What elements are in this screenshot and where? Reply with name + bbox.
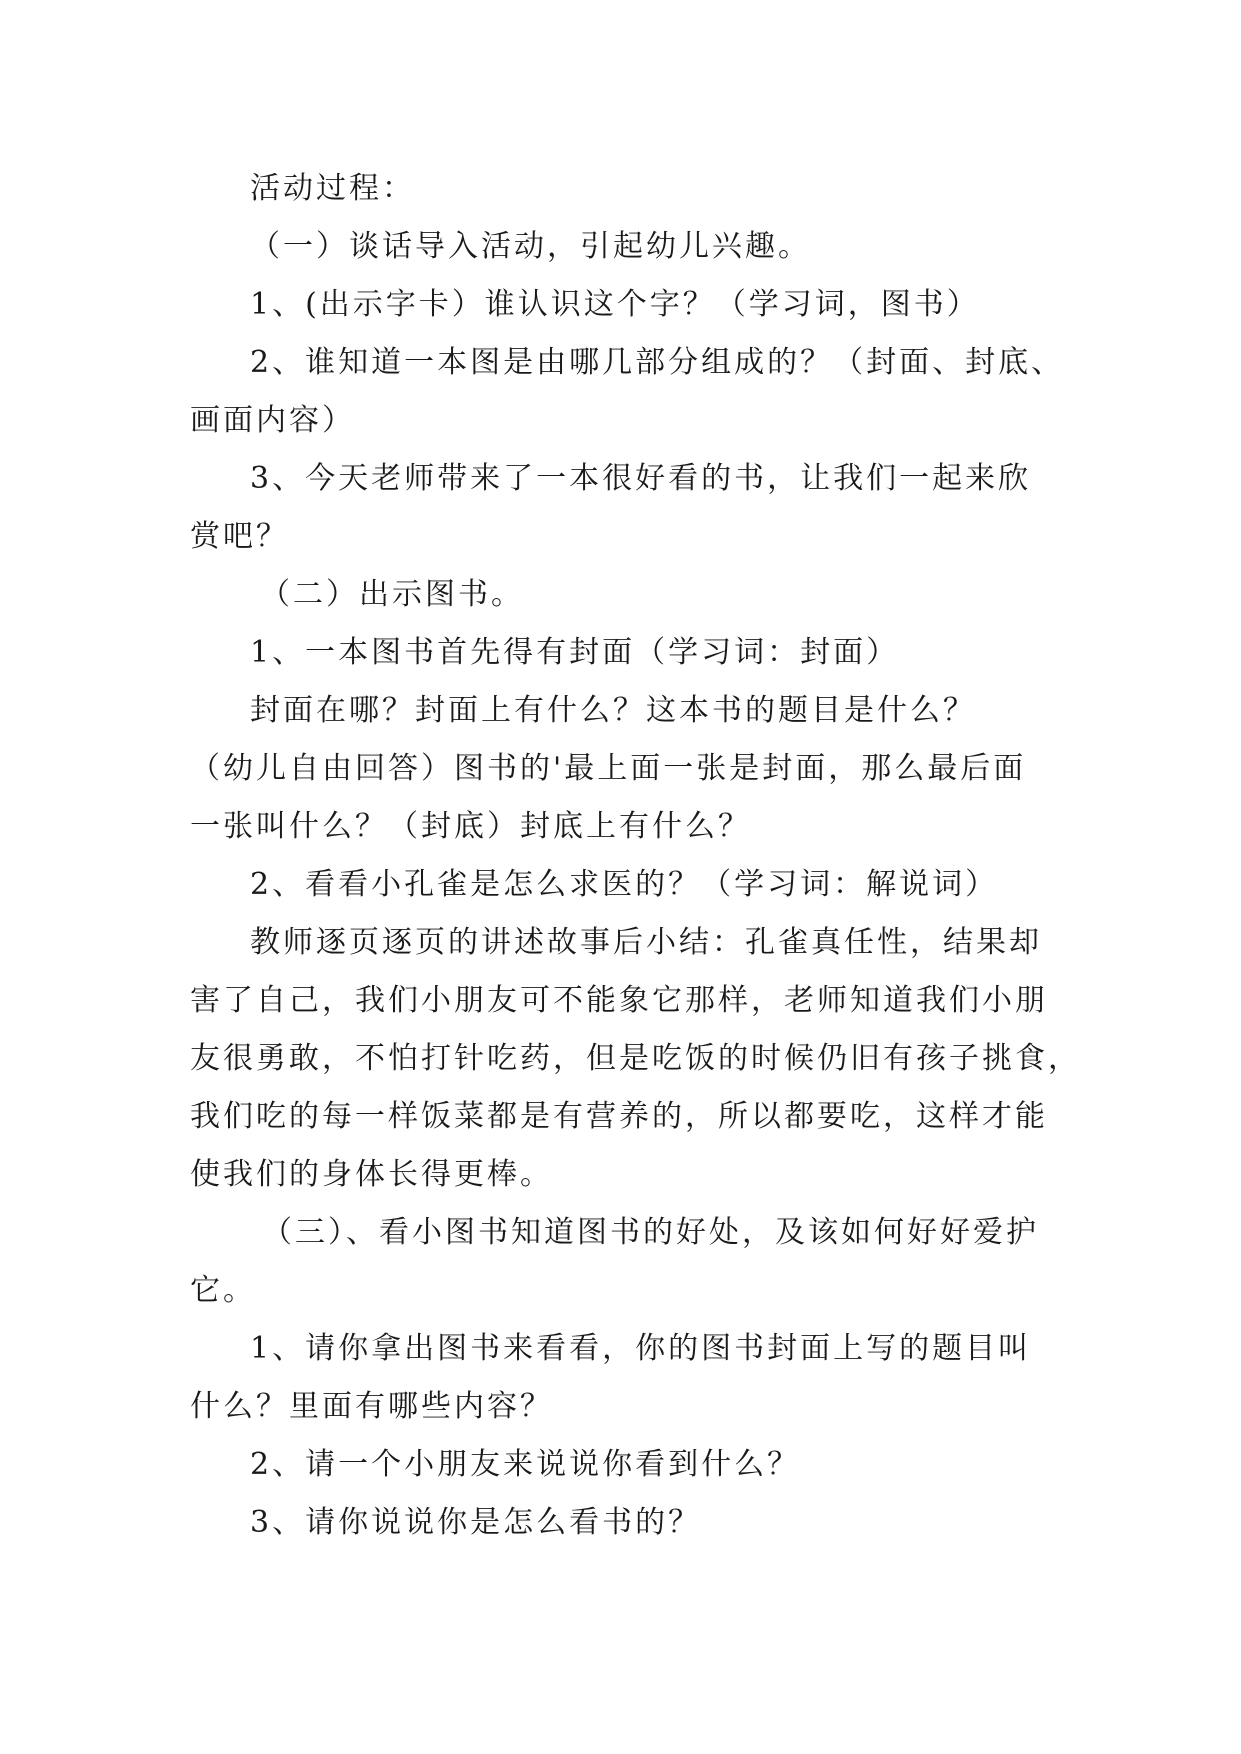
paragraph-line: 害了自己，我们小朋友可不能象它那样，老师知道我们小朋 bbox=[190, 983, 1048, 1018]
paragraph-line: 2、看看小孔雀是怎么求医的？（学习词：解说词） bbox=[250, 867, 999, 902]
paragraph-line: 2、请一个小朋友来说说你看到什么？ bbox=[250, 1447, 801, 1482]
paragraph-line: 赏吧？ bbox=[190, 519, 289, 554]
section-title-1: （一）谈话导入活动，引起幼儿兴趣。 bbox=[250, 229, 811, 264]
section-title-2: （二）出示图书。 bbox=[260, 577, 524, 612]
paragraph-line: 我们吃的每一样饭菜都是有营养的，所以都要吃，这样才能 bbox=[190, 1099, 1048, 1134]
paragraph-line: 使我们的身体长得更棒。 bbox=[190, 1157, 553, 1192]
paragraph-line: 1、一本图书首先得有封面（学习词：封面） bbox=[250, 635, 900, 670]
document-body bbox=[190, 160, 1081, 1552]
paragraph-line: 教师逐页逐页的讲述故事后小结：孔雀真任性，结果却 bbox=[250, 925, 1042, 960]
paragraph-line: 画面内容） bbox=[190, 403, 355, 438]
paragraph-line: 1、(出示字卡）谁认识这个字？（学习词，图书） bbox=[250, 287, 980, 322]
paragraph-line: 什么？里面有哪些内容？ bbox=[190, 1389, 553, 1424]
paragraph-line: 2、谁知道一本图是由哪几部分组成的？（封面、封底、 bbox=[250, 345, 1065, 380]
section-title-3: （三）、看小图书知道图书的好处，及该如何好好爱护 bbox=[262, 1215, 1039, 1250]
paragraph-line: 3、请你说说你是怎么看书的？ bbox=[250, 1505, 702, 1540]
paragraph-line: 封面在哪？封面上有什么？这本书的题目是什么？ bbox=[250, 693, 976, 728]
paragraph-line: （幼儿自由回答）图书的'最上面一张是封面，那么最后面 bbox=[190, 751, 1027, 786]
paragraph-line: 1、请你拿出图书来看看，你的图书封面上写的题目叫 bbox=[250, 1331, 1032, 1366]
paragraph-line: 一张叫什么？（封底）封底上有什么？ bbox=[190, 809, 751, 844]
section-heading: 活动过程： bbox=[250, 171, 415, 206]
paragraph-line: 3、今天老师带来了一本很好看的书，让我们一起来欣 bbox=[250, 461, 1032, 496]
paragraph-line: 友很勇敢，不怕打针吃药，但是吃饭的时候仍旧有孩子挑食， bbox=[190, 1041, 1081, 1076]
paragraph-line: 它。 bbox=[190, 1273, 256, 1308]
